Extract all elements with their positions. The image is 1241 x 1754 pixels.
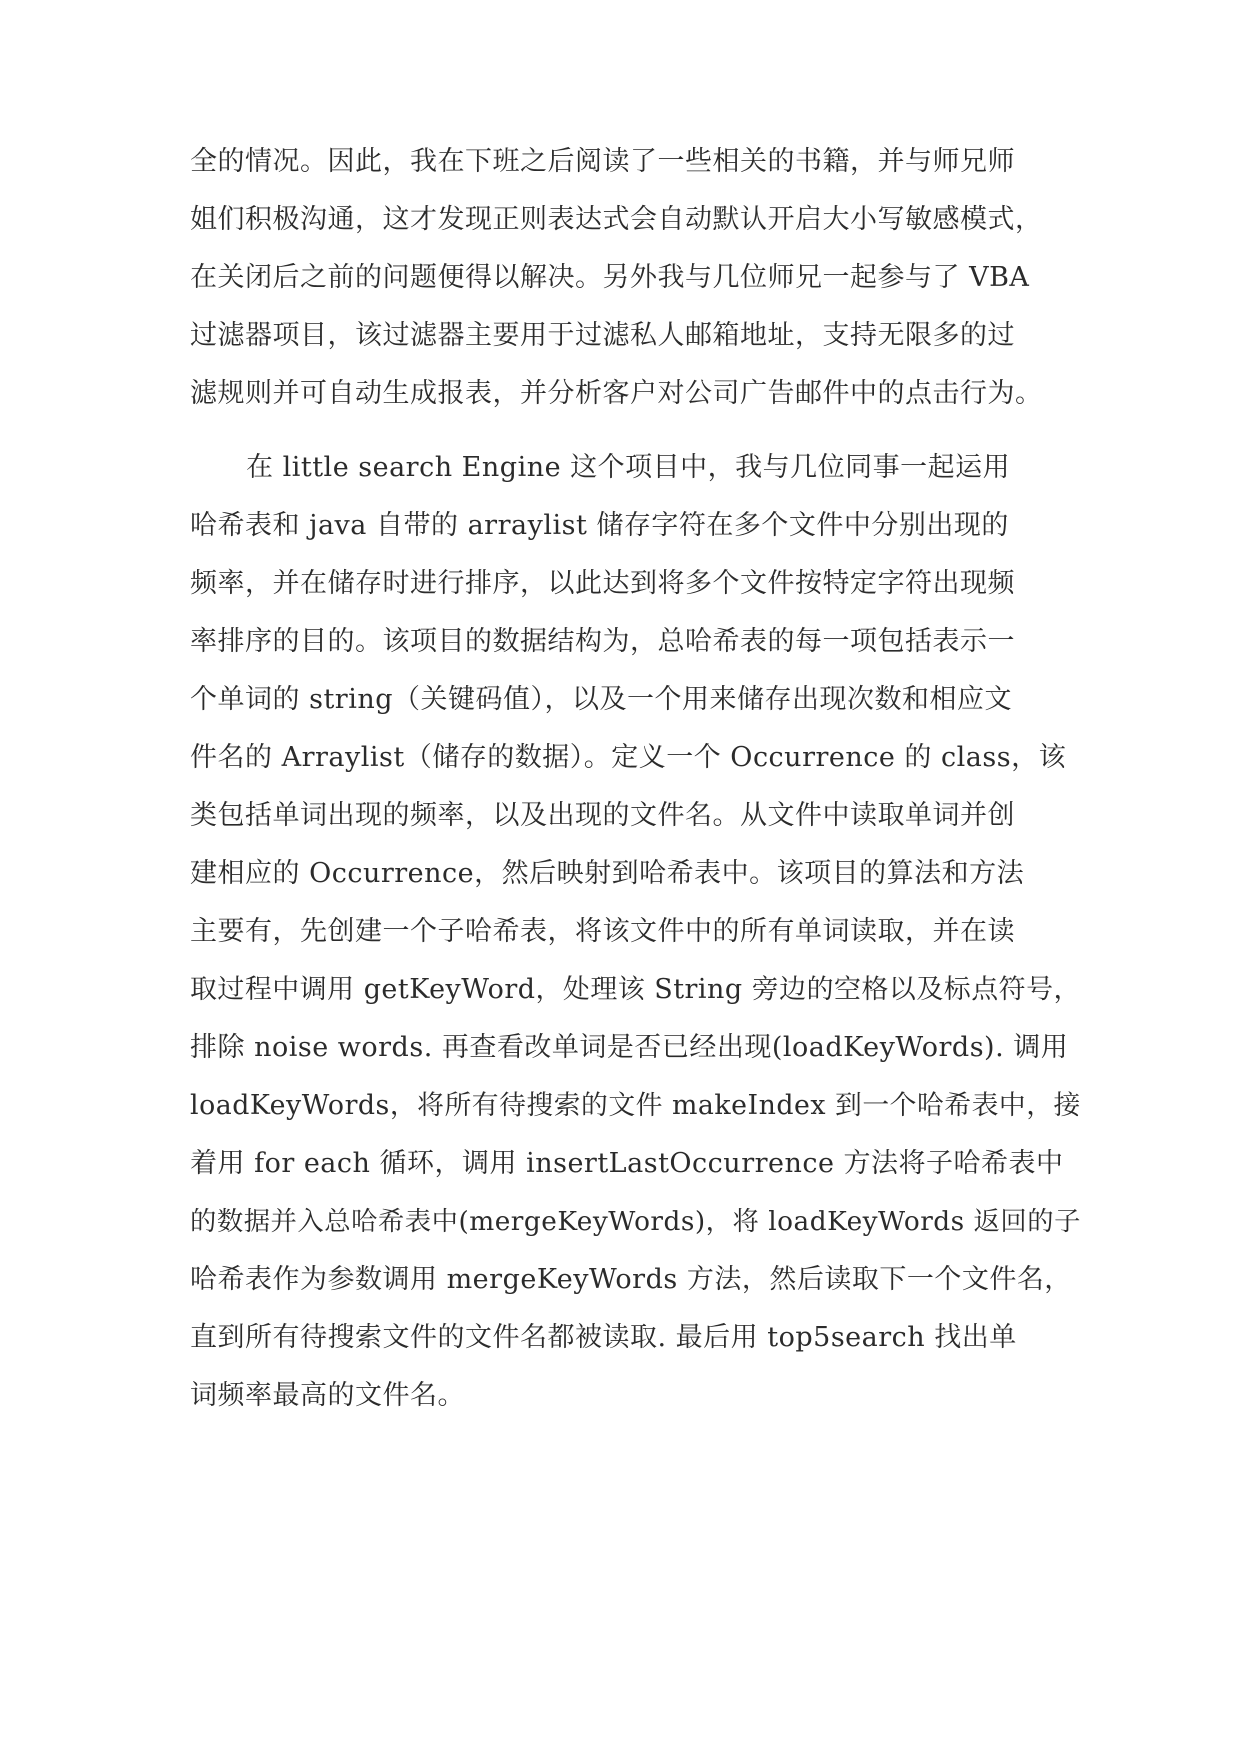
text-line: 过滤器项目，该过滤器主要用于过滤私人邮箱地址，支持无限多的过 [190, 320, 1015, 351]
text-line: loadKeyWords，将所有待搜索的文件 makeIndex 到一个哈希表中，接 [190, 1090, 1081, 1121]
text-line: 在 little search Engine 这个项目中，我与几位同事一起运用 [246, 452, 1011, 483]
text-line: 姐们积极沟通，这才发现正则表达式会自动默认开启大小写敏感模式， [190, 204, 1043, 235]
text-line: 直到所有待搜索文件的文件名都被读取. 最后用 top5search 找出单 [190, 1322, 1017, 1353]
text-line: 词频率最高的文件名。 [190, 1380, 465, 1411]
text-line: 哈希表作为参数调用 mergeKeyWords 方法，然后读取下一个文件名， [190, 1264, 1072, 1295]
text-line: 类包括单词出现的频率，以及出现的文件名。从文件中读取单词并创 [190, 800, 1015, 831]
text-line: 哈希表和 java 自带的 arraylist 储存字符在多个文件中分别出现的 [190, 510, 1009, 541]
text-line: 排除 noise words. 再查看改单词是否已经出现(loadKeyWords). 调用 [190, 1032, 1069, 1063]
text-line: 着用 for each 循环，调用 insertLastOccurrence 方法将子哈希表中 [190, 1148, 1064, 1179]
text-line: 个单词的 string（关键码值），以及一个用来储存出现次数和相应文 [190, 684, 1013, 715]
text-line: 滤规则并可自动生成报表，并分析客户对公司广告邮件中的点击行为。 [190, 378, 1043, 409]
text-line: 的数据并入总哈希表中(mergeKeyWords)，将 loadKeyWords 返回的子 [190, 1207, 1081, 1237]
text-line: 率排序的目的。该项目的数据结构为，总哈希表的每一项包括表示一 [190, 626, 1015, 657]
text-line: 件名的 Arraylist（储存的数据）。定义一个 Occurrence 的 class，该 [190, 742, 1067, 773]
text-line: 取过程中调用 getKeyWord，处理该 String 旁边的空格以及标点符号， [190, 974, 1081, 1005]
text-line: 主要有，先创建一个子哈希表，将该文件中的所有单词读取，并在读 [190, 916, 1015, 947]
text-line: 全的情况。因此，我在下班之后阅读了一些相关的书籍，并与师兄师 [190, 146, 1015, 177]
text-line: 在关闭后之前的问题便得以解决。另外我与几位师兄一起参与了 VBA [190, 262, 1030, 293]
text-line: 建相应的 Occurrence，然后映射到哈希表中。该项目的算法和方法 [190, 858, 1025, 889]
text-line: 频率，并在储存时进行排序，以此达到将多个文件按特定字符出现频 [190, 568, 1015, 599]
